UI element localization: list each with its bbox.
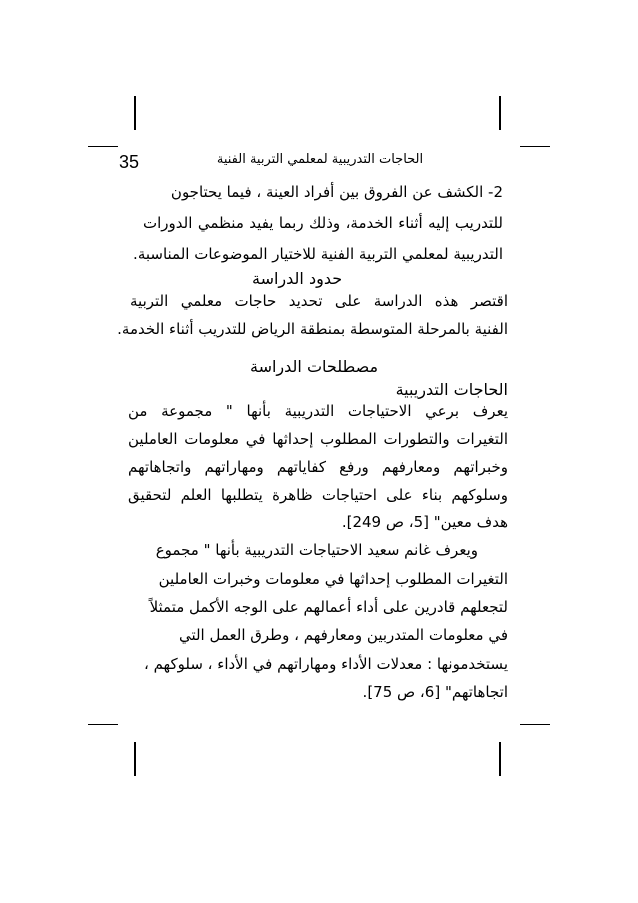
crop-mark-bottom-right-vertical [499, 742, 501, 776]
para4-line-6: اتجاهاتهم" [6، ص 75]. [362, 683, 508, 701]
para4-line-5: يستخدمونها : معدلات الأداء ومهاراتهم في الأداء ، سلوكهم ، [143, 655, 508, 673]
para1-line-1: 2- الكشف عن الفروق بين أفراد العينة ، فيما يحتاجون [170, 183, 503, 201]
para4-line-2: التغيرات المطلوب إحداثها في معلومات وخبرات العاملين [158, 570, 508, 588]
running-title: الحاجات التدريبية لمعلمي التربية الفنية [216, 152, 424, 167]
heading-study-terms: مصطلحات الدراسة [250, 357, 379, 376]
para2-line-1: اقتصر هذه الدراسة على تحديد حاجات معلمي التربية [130, 292, 508, 310]
subheading-training-needs: الحاجات التدريبية [395, 380, 508, 399]
para3-line-5: هدف معين" [5، ص 249]. [341, 513, 508, 531]
crop-mark-bottom-right [520, 724, 550, 725]
para1-line-3: التدريبية لمعلمي التربية الفنية للاختيار الموضوعات المناسبة. [133, 245, 503, 263]
para3-line-1: يعرف برعي الاحتياجات التدريبية بأنها " مجموعة من [128, 402, 508, 420]
para3-line-2: التغيرات والتطورات المطلوب إحداثها في معلومات العاملين [128, 430, 508, 448]
page-number: 35 [119, 152, 140, 172]
crop-mark-bottom-left [88, 724, 118, 725]
para3-line-4: وسلوكهم بناء على احتياجات ظاهرة يتطلبها العلم لتحقيق [128, 486, 508, 504]
para1-line-2: للتدريب إليه أثناء الخدمة، وذلك ربما يفيد منظمي الدورات [143, 214, 503, 232]
para4-line-3: لتجعلهم قادرين على أداء أعمالهم على الوجه الأكمل متمثلاً [149, 598, 508, 616]
crop-mark-bottom-left-vertical [134, 742, 136, 776]
para4-line-4: في معلومات المتدربين ومعارفهم ، وطرق العمل التي [178, 626, 508, 644]
para3-line-3: وخبراتهم ومعارفهم ورفع كفاياتهم ومهاراتهم واتجاهاتهم [128, 458, 508, 476]
crop-mark-top-right-vertical [499, 96, 501, 130]
para4-line-1: ويعرف غانم سعيد الاحتياجات التدريبية بأنها " مجموع [155, 541, 478, 559]
crop-mark-top-right [520, 146, 550, 147]
crop-mark-top-left [88, 146, 118, 147]
para2-line-2: الفنية بالمرحلة المتوسطة بمنطقة الرياض للتدريب أثناء الخدمة. [117, 320, 508, 338]
heading-study-limits: حدود الدراسة [252, 269, 343, 288]
crop-mark-top-left-vertical [134, 96, 136, 130]
